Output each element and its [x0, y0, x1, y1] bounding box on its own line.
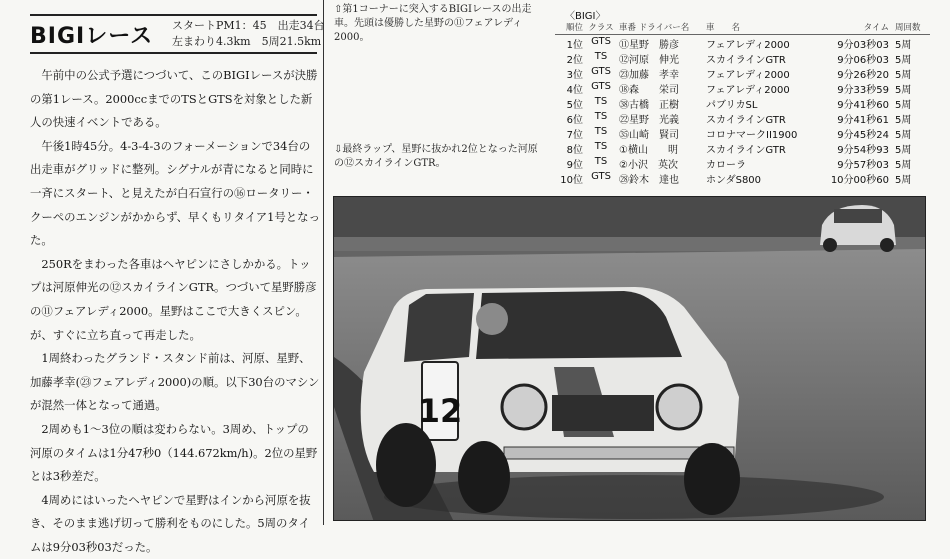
table-row	[555, 125, 930, 140]
row-time: 9分33秒59	[837, 85, 889, 96]
car-number: 12	[417, 392, 463, 430]
race-photo	[333, 196, 926, 521]
row-pos: 3位	[566, 70, 583, 81]
row-pos: 4位	[566, 85, 583, 96]
race-photo-illustration	[334, 197, 926, 521]
header-driver: 車番 ドライバー名	[619, 23, 690, 33]
row-time: 9分06秒03	[837, 55, 889, 66]
row-laps: 5周	[895, 145, 912, 156]
row-class: GTS	[591, 66, 611, 77]
row-car: フェアレディ2000	[706, 70, 790, 81]
table-row	[555, 80, 930, 95]
table-row	[555, 65, 930, 80]
row-driver: ⑫河原 伸光	[619, 55, 679, 66]
article-paragraph: 午前中の公式予選につづいて、このBIGIレースが決勝の第1レース。2000ccまでのTSとGTSを対象とした新人の快速イベントである。	[30, 68, 318, 130]
row-driver: ⑱森 栄司	[619, 85, 679, 96]
row-car: コロナマークII1900	[706, 130, 798, 141]
article-paragraph: 2周めも1～3位の順は変わらない。3周め、トップの河原のタイムは1分47秒0（144.672km/h)。2位の星野とは3秒差だ。	[30, 421, 318, 484]
row-laps: 5周	[895, 55, 912, 66]
header-class: クラス	[588, 23, 614, 33]
row-class: TS	[594, 141, 608, 152]
results-header-row	[555, 20, 930, 35]
row-class: TS	[594, 96, 608, 107]
article-body	[30, 64, 320, 559]
race-title: BIGIレース	[30, 24, 154, 49]
article-paragraph: 1周終わったグランド・スタンド前は、河原、星野、加藤孝幸(㉓フェアレディ2000)の順。以下30台のマシンが混然一体となって通過。	[30, 351, 320, 413]
row-pos: 7位	[566, 130, 583, 141]
row-time: 9分57秒03	[837, 160, 889, 171]
row-car: ホンダS800	[706, 175, 762, 186]
column-divider	[323, 0, 324, 525]
header-car: 車 名	[706, 23, 741, 33]
table-row	[555, 50, 930, 65]
row-class: TS	[594, 111, 608, 122]
row-time: 9分26秒20	[837, 70, 889, 81]
row-driver: ㉟山崎 賢司	[619, 130, 679, 141]
race-info-start: スタートPM1：45 出走34台	[172, 19, 325, 32]
row-class: TS	[594, 156, 608, 167]
row-laps: 5周	[895, 70, 912, 81]
row-pos: 1位	[566, 40, 583, 51]
row-laps: 5周	[895, 115, 912, 126]
row-time: 9分41秒60	[837, 100, 889, 111]
row-laps: 5周	[895, 160, 912, 171]
row-time: 9分41秒61	[837, 115, 889, 126]
row-driver: ㉘鈴木 達也	[619, 175, 679, 186]
table-row	[555, 140, 930, 155]
header-laps: 周回数	[895, 23, 921, 33]
table-row	[555, 95, 930, 110]
row-car: フェアレディ2000	[706, 40, 790, 51]
row-class: GTS	[591, 36, 611, 47]
table-row	[555, 155, 930, 170]
row-laps: 5周	[895, 100, 912, 111]
row-time: 9分54秒93	[837, 145, 889, 156]
row-class: TS	[594, 126, 608, 137]
row-driver: ①横山 明	[619, 145, 678, 156]
row-time: 9分45秒24	[837, 130, 889, 141]
race-info-course: 左まわり4.3km 5周21.5km	[172, 35, 322, 48]
row-car: フェアレディ2000	[706, 85, 790, 96]
article-paragraph: 250Rをまわった各車はヘヤピンにさしかかる。トップは河原伸光の⑫スカイラインGTR。つづいて星野勝彦の⑪フェアレディ2000。星野はここで大きくスピン。が、すぐに立ち直って再走した。	[30, 256, 317, 342]
row-car: スカイラインGTR	[706, 115, 786, 126]
row-pos: 5位	[566, 100, 583, 111]
table-row	[555, 170, 930, 185]
row-pos: 6位	[566, 115, 583, 126]
table-row	[555, 35, 930, 50]
row-driver: ㉒星野 光義	[619, 115, 679, 126]
row-driver: ㊳古橋 正樹	[619, 100, 679, 111]
row-driver: ②小沢 英次	[619, 160, 678, 171]
article-paragraph: 午後1時45分。4-3-4-3のフォーメーションで34台の出走車がグリッドに整列。シグナルが青になると同時に一斉にスタート、と見えたが白石宣行の⑯ロータリー・クーペのエンジンがかからず、早くもリタイア1号となった。	[30, 138, 320, 248]
row-time: 10分00秒60	[830, 175, 889, 186]
row-pos: 9位	[566, 160, 583, 171]
race-header	[30, 14, 325, 54]
row-class: GTS	[591, 81, 611, 92]
article-paragraph: 4周めにはいったヘヤピンで星野はインから河原を抜き、そのまま逃げ切って勝利をものにした。5周のタイムは9分03秒03だった。	[30, 492, 311, 554]
photo-caption-top: ⇧第1コーナーに突入するBIGIレースの出走車。先頭は優勝した星野の⑪フェアレディ2000。	[334, 4, 532, 43]
header-time: タイム	[863, 23, 889, 33]
header-pos: 順位	[565, 23, 583, 33]
row-time: 9分03秒03	[837, 40, 889, 51]
row-car: カローラ	[706, 160, 746, 171]
row-pos: 8位	[566, 145, 583, 156]
row-pos: 10位	[560, 175, 583, 186]
row-driver: ⑪星野 勝彦	[619, 40, 679, 51]
results-title: 〈BIGI〉	[565, 11, 606, 22]
row-laps: 5周	[895, 85, 912, 96]
row-laps: 5周	[895, 130, 912, 141]
results-table	[555, 20, 930, 185]
photo-caption-middle: ⇩最終ラップ、星野に抜かれ2位となった河原の⑫スカイラインGTR。	[334, 144, 538, 169]
row-class: GTS	[591, 171, 611, 182]
row-laps: 5周	[895, 40, 912, 51]
row-car: スカイラインGTR	[706, 145, 786, 156]
row-laps: 5周	[895, 175, 912, 186]
row-pos: 2位	[566, 55, 583, 66]
row-car: スカイラインGTR	[706, 55, 786, 66]
row-car: パブリカSL	[706, 100, 758, 111]
table-row	[555, 110, 930, 125]
row-driver: ㉓加藤 孝幸	[619, 70, 679, 81]
row-class: TS	[594, 51, 608, 62]
